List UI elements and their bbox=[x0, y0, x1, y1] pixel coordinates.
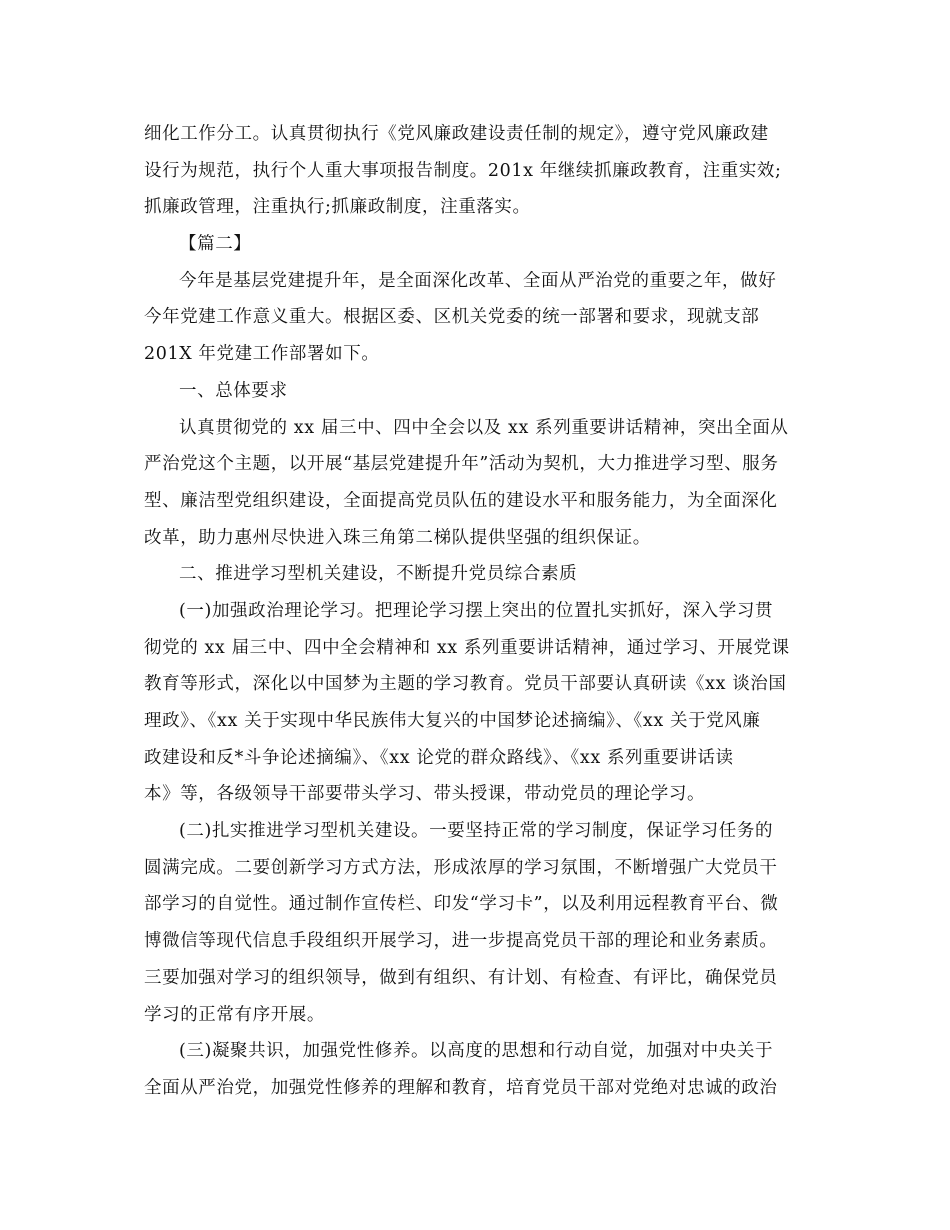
text-line: 型、廉洁型党组织建设，全面提高党员队伍的建设水平和服务能力，为全面深化 bbox=[144, 490, 778, 511]
text-line: 教育等形式，深化以中国梦为主题的学习教育。党员干部要认真研读《xx 谈治国 bbox=[144, 674, 787, 695]
text-line: 彻党的 xx 届三中、四中全会精神和 xx 系列重要讲话精神，通过学习、开展党课 bbox=[144, 637, 790, 658]
text-line: 设行为规范，执行个人重大事项报告制度。201x 年继续抓廉政教育，注重实效; bbox=[144, 160, 782, 181]
text-line: 本》等，各级领导干部要带头学习、带头授课，带动党员的理论学习。 bbox=[144, 784, 706, 805]
text-line: 一、总体要求 bbox=[179, 380, 288, 401]
text-line: (一)加强政治理论学习。把理论学习摆上突出的位置扎实抓好，深入学习贯 bbox=[179, 600, 774, 621]
text-line: 改革，助力惠州尽快进入珠三角第二梯队提供坚强的组织保证。 bbox=[144, 527, 651, 548]
text-line: 二、推进学习型机关建设，不断提升党员综合素质 bbox=[179, 564, 578, 585]
text-line: 今年是基层党建提升年，是全面深化改革、全面从严治党的重要之年，做好 bbox=[179, 270, 777, 291]
text-line: 圆满完成。二要创新学习方式方法，形成浓厚的学习氛围，不断增强广大党员干 bbox=[144, 857, 778, 878]
text-line: 三要加强对学习的组织领导，做到有组织、有计划、有检查、有评比，确保党员 bbox=[144, 967, 778, 988]
text-line: 学习的正常有序开展。 bbox=[144, 1004, 325, 1025]
document-body bbox=[144, 116, 808, 1107]
text-line: 政建设和反*斗争论述摘编》、《xx 论党的群众路线》、《xx 系列重要讲话读 bbox=[144, 747, 734, 768]
text-line: 博微信等现代信息手段组织开展学习，进一步提高党员干部的理论和业务素质。 bbox=[144, 931, 778, 952]
text-line: 严治党这个主题，以开展“基层党建提升年”活动为契机，大力推进学习型、服务 bbox=[144, 454, 779, 475]
text-line: 今年党建工作意义重大。根据区委、区机关党委的统一部署和要求，现就支部 bbox=[144, 307, 760, 328]
text-line: 201X 年党建工作部署如下。 bbox=[144, 344, 380, 365]
text-line: 理政》、《xx 关于实现中华民族伟大复兴的中国梦论述摘编》、《xx 关于党风廉 bbox=[144, 711, 761, 731]
text-line: (二)扎实推进学习型机关建设。一要坚持正常的学习制度，保证学习任务的 bbox=[179, 821, 774, 842]
text-line: 认真贯彻党的 xx 届三中、四中全会以及 xx 系列重要讲话精神，突出全面从 bbox=[179, 417, 789, 438]
text-line: 全面从严治党，加强党性修养的理解和教育，培育党员干部对党绝对忠诚的政治 bbox=[144, 1077, 778, 1098]
text-line: 抓廉政管理，注重执行;抓廉政制度，注重落实。 bbox=[144, 197, 531, 218]
text-line: 部学习的自觉性。通过制作宣传栏、印发“学习卡”，以及利用远程教育平台、微 bbox=[144, 894, 779, 915]
text-line: 细化工作分工。认真贯彻执行《党风廉政建设责任制的规定》，遵守党风廉政建 bbox=[144, 124, 769, 144]
text-line: (三)凝聚共识，加强党性修养。以高度的思想和行动自觉，加强对中央关于 bbox=[179, 1041, 774, 1062]
text-line: 【篇二】 bbox=[179, 234, 252, 255]
